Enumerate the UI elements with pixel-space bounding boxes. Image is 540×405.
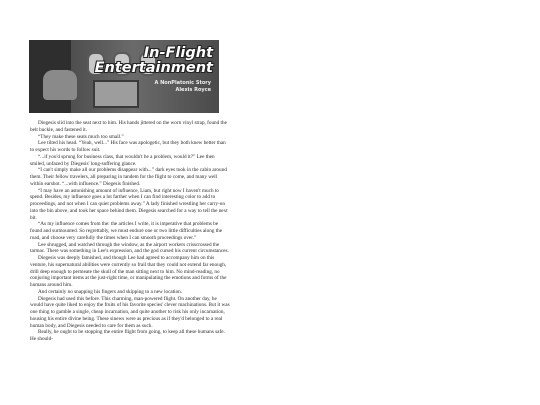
paragraph: “...if you'd sprung for business class, that wouldn't be a problem, would it?” Lee then smiled, unfazed by Diegesis' long-suffering glance. (30, 153, 215, 167)
paragraph: Diegesis slid into the seat next to him. His hands jittered on the worn vinyl strap, found the belt buckle, and fastened it. (30, 120, 227, 133)
header-banner (29, 40, 219, 113)
paragraph: Really, he ought to be stopping the entire flight from going, to keep all these humans safe. He should- (30, 329, 225, 342)
airplane-seat-illustration (43, 70, 77, 100)
paragraph: Lee shrugged, and watched through the window, as the airport workers crisscrossed the tarmac. There was something in Lee's expression, and the god cursed his current circumstances. (30, 241, 229, 255)
story-subtitle (155, 80, 212, 93)
story-series: A NonPlatonic Story (154, 80, 211, 86)
paragraph: Diegesis was deeply famished, and though Lee had agreed to accompany him on this venture, his supernatural abilities were currently so frail that they could not extend far enough, drill deep enough to permeate the skull of the man sitting next to him. No mind-reading, no conjuring important items at the just-right time, or manipulating the emotions and forms of the humans around him. (30, 255, 227, 288)
paragraph: And certainly no snapping his fingers and skipping to a new location. (38, 288, 183, 295)
paragraph: “I can't simply make all our problems disappear with...” dark eyes took in the cabin around them. Their fellow travelers, all preparing in tandem for the flight to come, and many well within earshot. “...with influence.” Diegesis finished. (30, 167, 227, 187)
story-body (30, 120, 230, 343)
paragraph: “I may have an astonishing amount of influence, Liam, but right now I haven't much to spend. Besides, my influence goes a lot farther when I can find interesting color to add to proceedings, and not when I can quiet problems away.” A lady finished wrestling her carry-on into the bin above, and took her space behind them. Diegesis searched for a way to tell the next bit. (30, 187, 228, 221)
story-title (95, 46, 213, 76)
paragraph: “As my influence comes from the: the articles I write, it is imperative that problems be found and surmounted. So regrettably, we must endure one or two little difficulties along the road, and choose very carefully the times when I can smooth proceedings over.” (30, 221, 223, 241)
story-title-line1: In-Flight (143, 45, 213, 61)
paragraph: Lee tilted his head. “Yeah, well...” His face was apologetic, but they both knew better than to expect his words to follow suit. (30, 140, 226, 153)
paragraph: Diegesis had used this before. This charming, man-powered flight. On another day, he would have quite liked to enjoy the fruits of his favorite species' clever machinations. But it was one thing to gamble a single, cheap incarnation, and quite another to risk his only incarnation, housing his entire divine being. These sinews were as precious as if they'd belonged to a real human body, and Diegesis needed to care for them as such. (30, 295, 230, 329)
paragraph: “They make these seats much too small.” (38, 133, 124, 140)
story-title-line2: Entertainment (94, 60, 213, 76)
story-author: Alexis Royce (175, 86, 211, 93)
seatback-screen-illustration (93, 80, 139, 108)
